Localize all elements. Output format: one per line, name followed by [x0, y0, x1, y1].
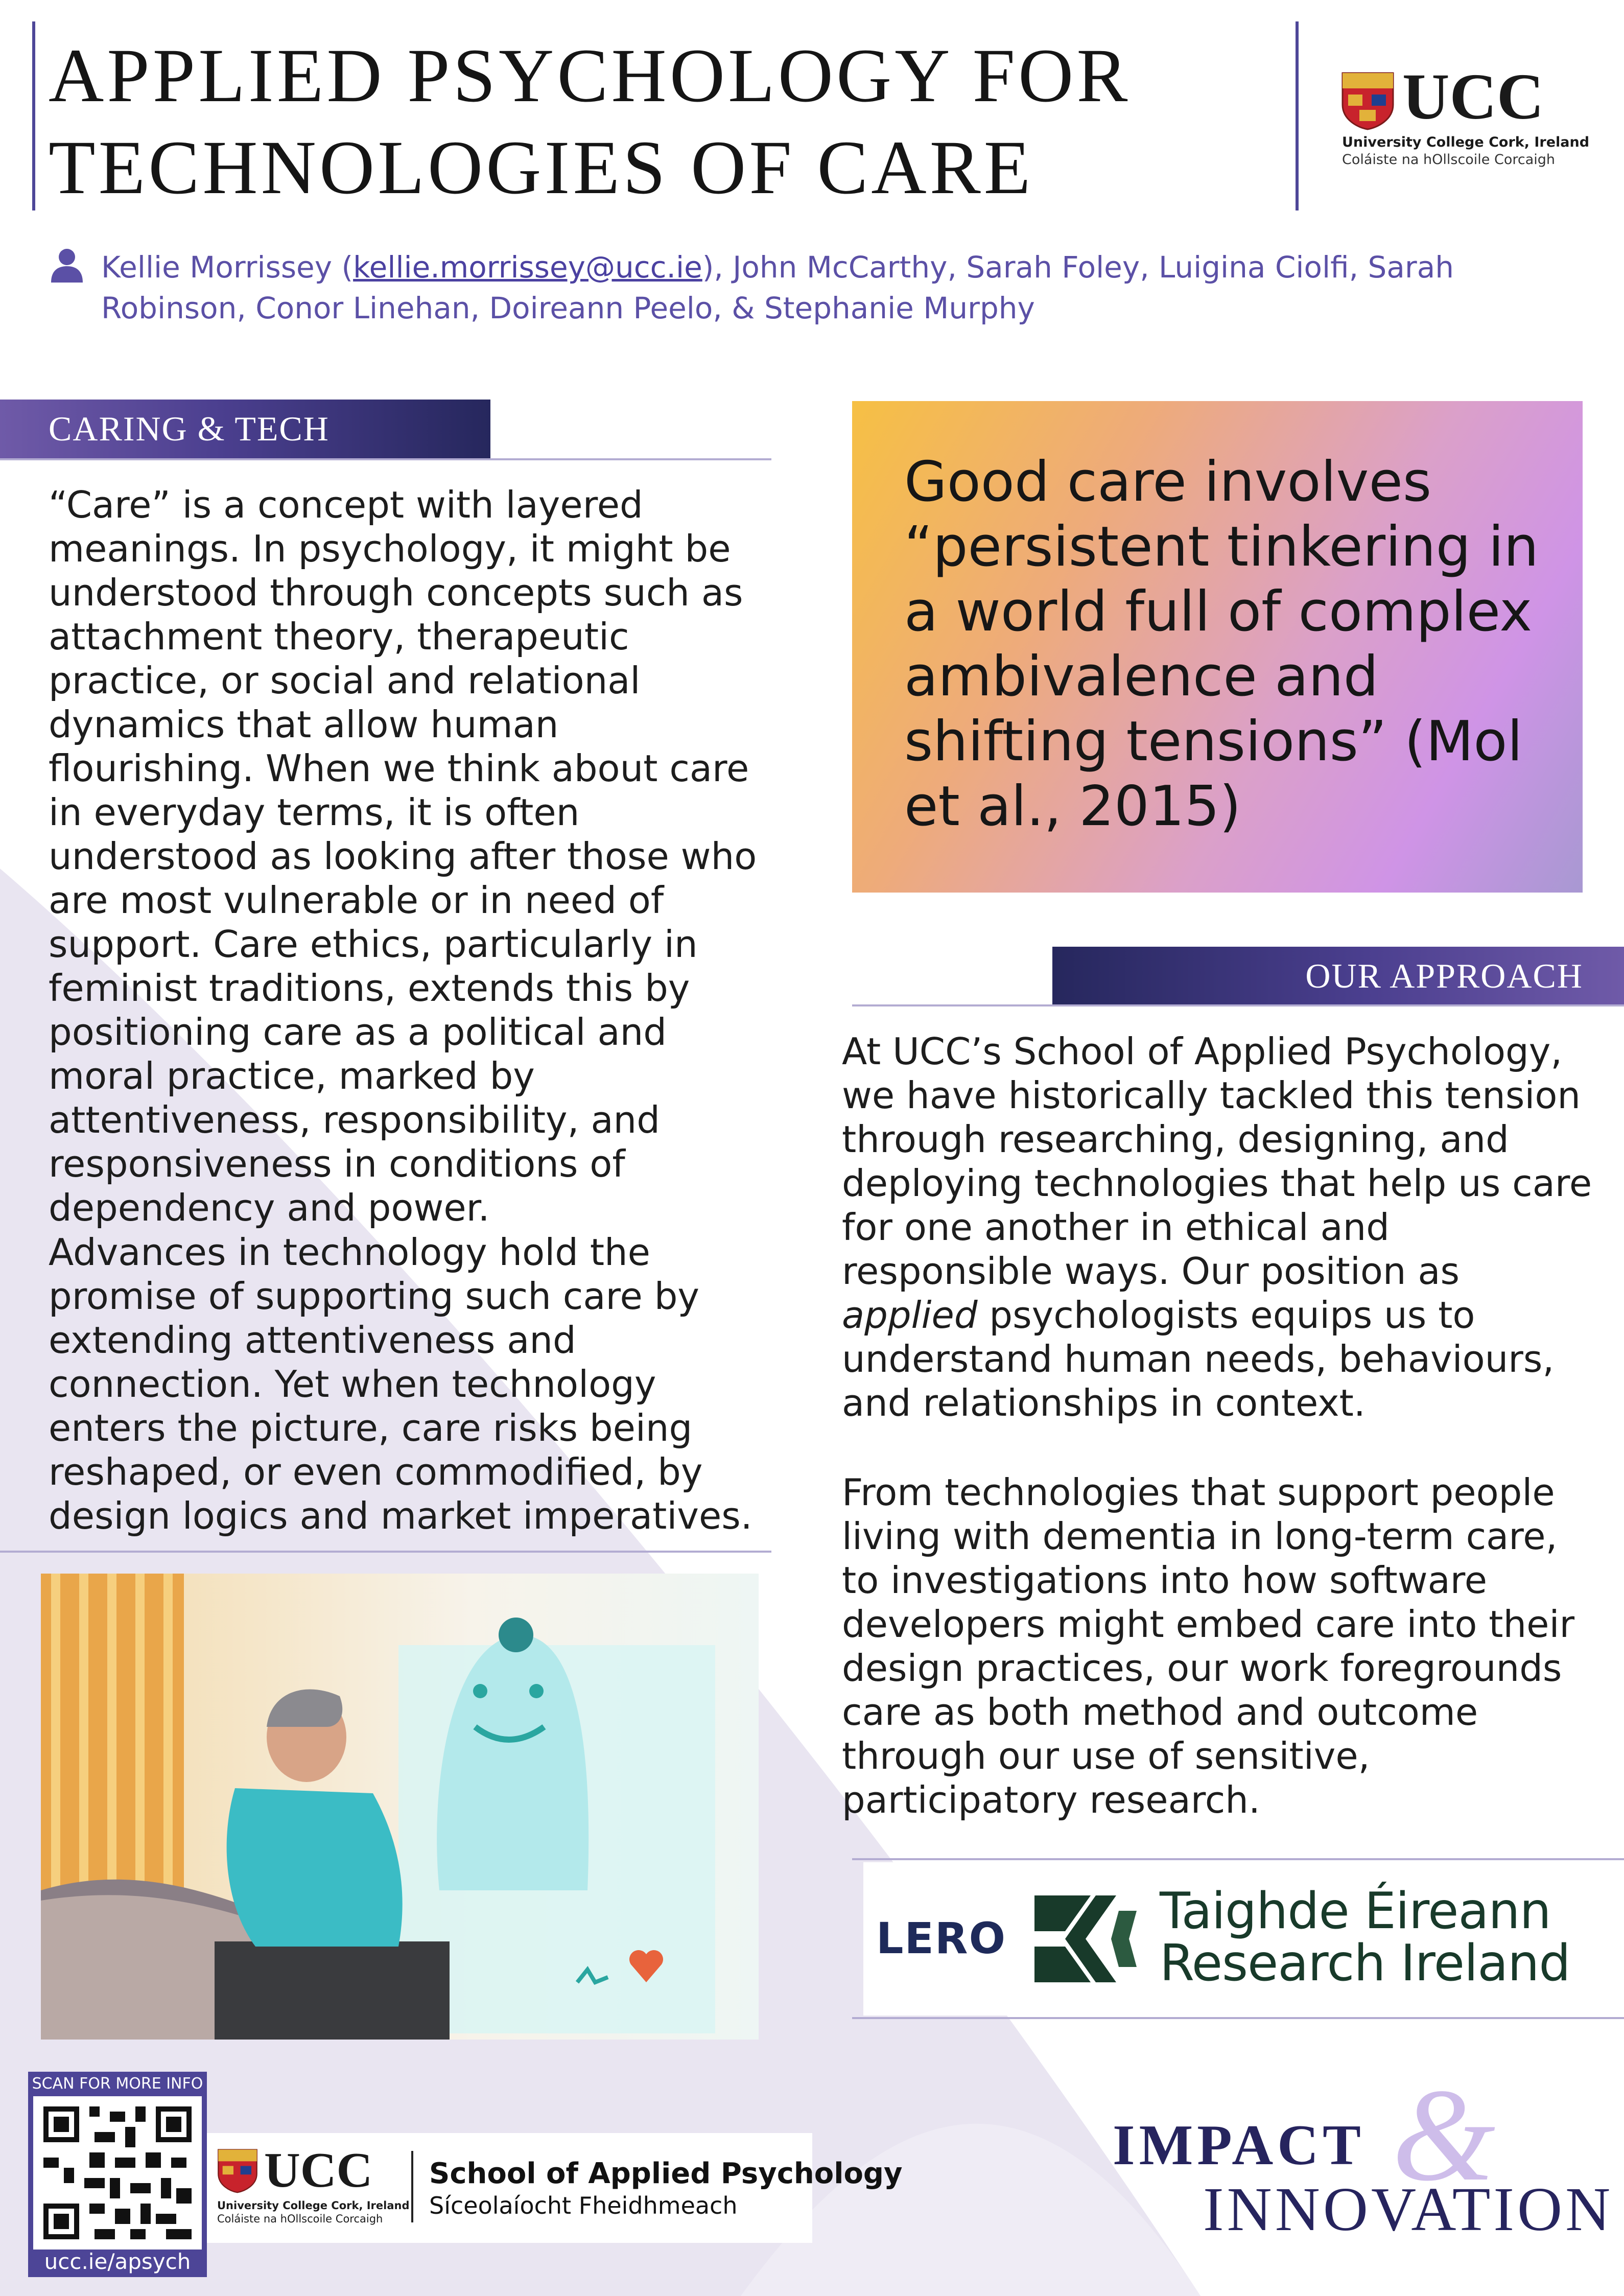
approach-paragraph-2: From technologies that support people living with dementia in long-term care, to investigations into how software developers might embed care into their design practices, our work foregrounds care as both method and outcome through our use of sensitive, participatory research. — [842, 1471, 1575, 1821]
title-rule — [32, 21, 35, 210]
caring-paragraph-2: Advances in technology hold the promise of supporting such care by extending attentiveness and connection. Yet when technology enters the picture, care risks being reshaped, or even commodified, by design logics and market imperatives. — [49, 1231, 752, 1537]
innovation-wordmark: INNOVATION — [1203, 2175, 1614, 2244]
care-robot-illustration — [41, 1574, 759, 2040]
approach-p1-emphasis: applied — [842, 1294, 978, 1337]
caring-paragraph-1: “Care” is a concept with layered meanings. In psychology, it might be understood through concepts such as attachment theory, therapeutic practice, or social and relational dynamics that allow human flourishing. When we think about care in everyday terms, it is often understood as looking after those who are most vulnerable or in need of support. Care ethics, particularly in feminist traditions, extends this by positioning care as a political and moral practice, marked by attentiveness, responsibility, and responsiveness in conditions of dependency and power. — [49, 483, 757, 1229]
approach-paragraph-1 — [842, 1029, 1603, 1425]
author-lead: Kellie Morrissey ( — [101, 250, 354, 285]
approach-p1-end: psychologists equips us to understand human needs, behaviours, and relationships in context. — [842, 1294, 1555, 1424]
author-line-2: Robinson, Conor Linehan, Doireann Peelo, & Stephanie Murphy — [101, 291, 1035, 325]
qr-code[interactable] — [33, 2096, 202, 2250]
logo-rule — [1296, 21, 1299, 210]
research-ireland-english: Research Ireland — [1160, 1934, 1570, 1993]
school-name: School of Applied Psychology — [429, 2157, 903, 2190]
research-ireland-mark-icon — [1034, 1895, 1137, 1982]
ucc-crest-small-icon — [217, 2148, 258, 2193]
page-title — [49, 30, 1223, 214]
partners-top-divider — [852, 1858, 1624, 1860]
school-ucc-subtitle-en: University College Cork, Ireland — [217, 2199, 410, 2212]
author-email-link[interactable]: kellie.morrissey@ucc.ie — [353, 250, 702, 285]
school-ucc-subtitle-ga: Coláiste na hOllscoile Corcaigh — [217, 2213, 383, 2225]
ucc-subtitle-en: University College Cork, Ireland — [1342, 134, 1590, 150]
caring-divider — [0, 458, 771, 460]
approach-divider — [852, 1004, 1624, 1006]
research-ireland-logo — [1160, 1882, 1570, 1993]
title-line-1: APPLIED PSYCHOLOGY FOR — [49, 33, 1131, 118]
school-ucc-wordmark: UCC — [264, 2143, 373, 2198]
school-name-irish: Síceolaíocht Fheidhmeach — [429, 2192, 738, 2219]
research-ireland-irish: Taighde Éireann — [1160, 1882, 1551, 1940]
impact-wordmark: IMPACT — [1113, 2114, 1365, 2177]
title-line-2: TECHNOLOGIES OF CARE — [49, 125, 1034, 210]
school-divider — [411, 2151, 413, 2222]
ucc-logo — [1341, 60, 1590, 171]
author-list — [101, 247, 1532, 329]
impact-innovation-ampersand: & — [1392, 2061, 1496, 2209]
ucc-wordmark: UCC — [1402, 60, 1544, 133]
quote-text: Good care involves “persistent tinkering in a world full of complex ambivalence and shifting tensions” (Mol et al., 2015) — [904, 450, 1539, 838]
qr-url[interactable]: ucc.ie/apsych — [44, 2249, 191, 2274]
qr-caption: SCAN FOR MORE INFO — [32, 2075, 203, 2093]
partners-bottom-divider — [852, 2017, 1624, 2019]
person-icon — [49, 247, 85, 283]
ucc-subtitle-ga: Coláiste na hOllscoile Corcaigh — [1342, 152, 1556, 168]
lero-logo: LERO — [876, 1913, 1006, 1963]
approach-p1-start: At UCC’s School of Applied Psychology, we have historically tackled this tension through researching, designing, and deploying technologies that help us care for one another in ethical and responsible ways. Our position as — [842, 1030, 1592, 1293]
approach-section-heading: OUR APPROACH — [1052, 947, 1624, 1005]
ucc-crest-icon — [1341, 72, 1395, 130]
caring-section-heading: CARING & TECH — [0, 400, 490, 458]
caring-bottom-divider — [0, 1551, 771, 1553]
author-rest: ), John McCarthy, Sarah Foley, Luigina Ciolfi, Sarah — [702, 250, 1454, 285]
